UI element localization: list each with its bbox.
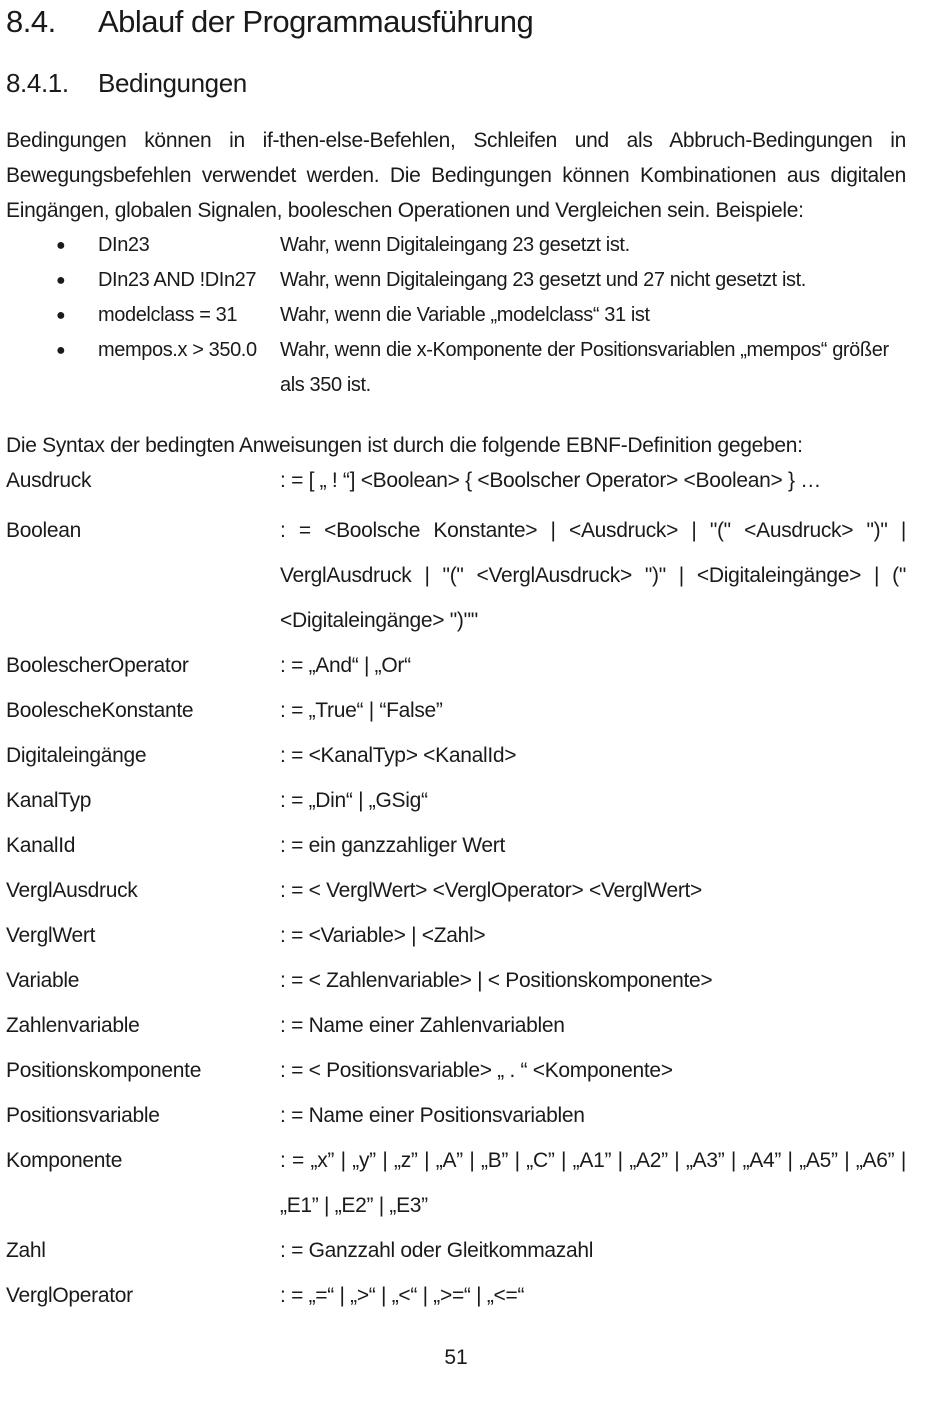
ebnf-rule bbox=[6, 1003, 906, 1048]
rule-name: Variable bbox=[6, 969, 80, 992]
rule-name: VerglAusdruck bbox=[6, 879, 138, 902]
example-item bbox=[6, 228, 906, 263]
syntax-intro: Die Syntax der bedingten Anweisungen ist durch die folgende EBNF-Definition gegeben: bbox=[6, 434, 803, 457]
ebnf-rule bbox=[6, 1048, 906, 1093]
example-item bbox=[6, 333, 906, 403]
ebnf-rule bbox=[6, 778, 906, 823]
rule-definition: : = < Zahlenvariable> | < Positionskomponente> bbox=[280, 969, 713, 992]
rule-definition: : = [ „ ! “] <Boolean> { <Boolscher Operator> <Boolean> } … bbox=[280, 469, 821, 492]
example-description: Wahr, wenn die x-Komponente der Positionsvariablen „mempos“ größer als 350 ist. bbox=[280, 339, 889, 396]
ebnf-rule bbox=[6, 508, 906, 643]
rule-definition: : = <KanalTyp> <KanalId> bbox=[280, 744, 517, 767]
ebnf-rule bbox=[6, 1138, 906, 1228]
ebnf-rule bbox=[6, 643, 906, 688]
section-title: Ablauf der Programmausführung bbox=[98, 4, 534, 39]
example-expression: DIn23 bbox=[98, 234, 150, 256]
bullet-icon: ● bbox=[56, 272, 66, 289]
ebnf-rule bbox=[6, 868, 906, 913]
rule-name: VerglOperator bbox=[6, 1284, 133, 1307]
bullet-icon: ● bbox=[56, 342, 66, 359]
rule-definition: : = Name einer Positionsvariablen bbox=[280, 1104, 585, 1127]
rule-definition: : = Ganzzahl oder Gleitkommazahl bbox=[280, 1239, 594, 1262]
rule-name: Positionskomponente bbox=[6, 1059, 202, 1082]
rule-name: Boolean bbox=[6, 519, 81, 542]
rule-name: BoolescherOperator bbox=[6, 654, 189, 677]
rule-definition: : = <Variable> | <Zahl> bbox=[280, 924, 486, 947]
rule-definition: : = < VerglWert> <VerglOperator> <VerglWert> bbox=[280, 879, 703, 902]
example-description: Wahr, wenn Digitaleingang 23 gesetzt und 27 nicht gesetzt ist. bbox=[280, 269, 806, 291]
ebnf-rule bbox=[6, 463, 906, 508]
ebnf-rule bbox=[6, 733, 906, 778]
rule-name: Komponente bbox=[6, 1149, 123, 1172]
ebnf-rule bbox=[6, 1093, 906, 1138]
intro-text: Bedingungen können in if-then-else-Befehlen, Schleifen und als Abbruch-Bedingungen in Bewegungsbefehlen verwendet werden. Die Bedingungen können Kombinationen aus digitalen Eingängen, globalen Signalen, booleschen Operationen und Vergleichen sein. Beispiele: bbox=[6, 129, 906, 222]
subsection-title: Bedingungen bbox=[98, 68, 247, 98]
page-number: 51 bbox=[444, 1346, 468, 1369]
ebnf-rule bbox=[6, 823, 906, 868]
document-page bbox=[6, 0, 906, 1425]
rule-definition: : = „x” | „y” | „z” | „A” | „B” | „C” | „A1” | „A2” | „A3” | „A4” | „A5” | „A6” | „E1” | „E2” | „E3” bbox=[280, 1149, 906, 1217]
example-expression: mempos.x > 350.0 bbox=[98, 339, 257, 361]
rule-name: Ausdruck bbox=[6, 469, 92, 492]
rule-definition: : = „And“ | „Or“ bbox=[280, 654, 411, 677]
rule-name: VerglWert bbox=[6, 924, 96, 947]
rule-definition: : = „True“ | “False” bbox=[280, 699, 443, 722]
bullet-icon: ● bbox=[56, 307, 66, 324]
rule-name: Zahl bbox=[6, 1239, 46, 1262]
rule-definition: : = Name einer Zahlenvariablen bbox=[280, 1014, 565, 1037]
examples-list bbox=[6, 228, 906, 403]
rule-definition: : = „=“ | „>“ | „<“ | „>=“ | „<=“ bbox=[280, 1284, 525, 1307]
example-description: Wahr, wenn die Variable „modelclass“ 31 ist bbox=[280, 304, 650, 326]
example-description: Wahr, wenn Digitaleingang 23 gesetzt ist. bbox=[280, 234, 630, 256]
subsection-number: 8.4.1. bbox=[6, 68, 69, 98]
example-item bbox=[6, 263, 906, 298]
ebnf-rule bbox=[6, 1228, 906, 1273]
rule-definition: : = ein ganzzahliger Wert bbox=[280, 834, 505, 857]
rule-name: Zahlenvariable bbox=[6, 1014, 140, 1037]
ebnf-rule bbox=[6, 1273, 906, 1318]
rule-definition: : = < Positionsvariable> „ . “ <Komponente> bbox=[280, 1059, 673, 1082]
example-item bbox=[6, 298, 906, 333]
subsection-heading bbox=[6, 68, 247, 99]
rule-name: BoolescheKonstante bbox=[6, 699, 194, 722]
section-number: 8.4. bbox=[6, 4, 56, 39]
rule-name: KanalId bbox=[6, 834, 76, 857]
example-expression: DIn23 AND !DIn27 bbox=[98, 269, 257, 291]
ebnf-rule bbox=[6, 688, 906, 733]
rule-name: Positionsvariable bbox=[6, 1104, 160, 1127]
rule-name: KanalTyp bbox=[6, 789, 92, 812]
bullet-icon: ● bbox=[56, 237, 66, 254]
ebnf-definition-table bbox=[6, 463, 906, 1318]
example-expression: modelclass = 31 bbox=[98, 304, 238, 326]
ebnf-rule bbox=[6, 913, 906, 958]
ebnf-rule bbox=[6, 958, 906, 1003]
rule-definition: : = <Boolsche Konstante> | <Ausdruck> | "(" <Ausdruck> ")" | VerglAusdruck | "(" <VerglAusdruck> ")" | <Digitaleingänge> | (" <Digitaleingänge> ")"" bbox=[280, 519, 906, 632]
rule-name: Digitaleingänge bbox=[6, 744, 147, 767]
intro-paragraph bbox=[6, 123, 906, 228]
rule-definition: : = „Din“ | „GSig“ bbox=[280, 789, 428, 812]
section-heading bbox=[6, 4, 533, 40]
